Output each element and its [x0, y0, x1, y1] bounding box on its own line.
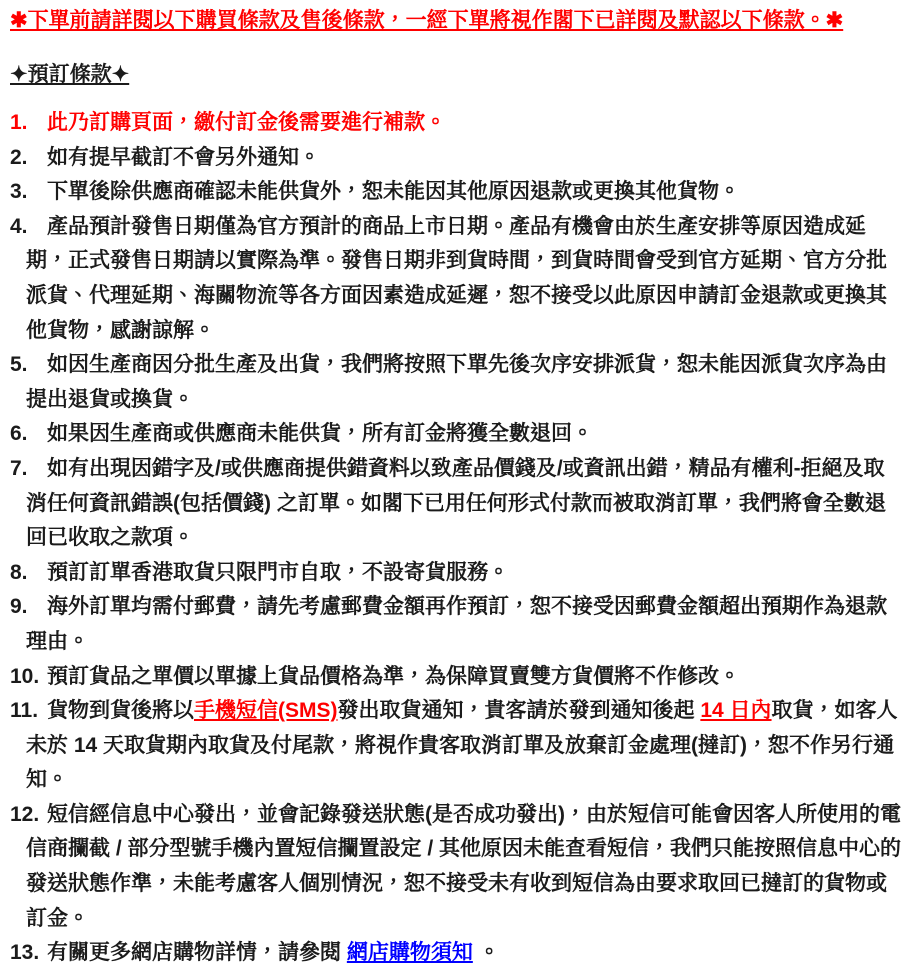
term-text: 預訂訂單香港取貨只限門市自取，不設寄貨服務。 — [47, 560, 509, 584]
emphasis-red-text: 手機短信(SMS) — [194, 699, 338, 723]
term-number: 5. — [10, 353, 28, 377]
term-text: 產品預計發售日期僅為官方預計的商品上市日期。產品有機會由於生產安排等原因造成延期，正式發售日期請以實際為準。發售日期非到貨時間，到貨時間會受到官方延期、官方分批派貨、代理延期、海關物流等各方面因素造成延遲，恕不接受以此原因申請訂金退款或更換其他貨物，感謝諒解。 — [26, 214, 887, 342]
term-number: 9. — [10, 595, 28, 619]
term-item — [10, 694, 903, 798]
purchase-notice-header: ✱下單前請詳閱以下購買條款及售後條款，一經下單將視作閣下已詳閱及默認以下條款。✱ — [10, 9, 844, 32]
term-item — [10, 210, 903, 348]
term-text: 貨物到貨後將以 — [47, 699, 194, 723]
term-text: 如因生產商因分批生產及出貨，我們將按照下單先後次序安排派貨，恕未能因派貨次序為由提出退貨或換貨。 — [26, 353, 887, 411]
term-text: 如有提早截訂不會另外通知。 — [47, 145, 320, 169]
term-item — [10, 417, 903, 452]
term-number: 2. — [10, 145, 28, 169]
term-text: 有關更多網店購物詳情，請參閱 — [47, 941, 347, 965]
term-item — [10, 452, 903, 556]
term-text: 短信經信息中心發出，並會記錄發送狀態(是否成功發出)，由於短信可能會因客人所使用的電信商攔截 / 部分型號手機內置短信攔置設定 / 其他原因未能查看短信，我們只能按照信息中心的發送狀態作準，未能考慮客人個別情況，恕不接受未有收到短信為由要求取回已撻訂的貨物或訂金。 — [26, 802, 902, 930]
section-title: ✦預訂條款✦ — [10, 63, 130, 86]
term-number: 1. — [10, 111, 28, 134]
term-item — [10, 141, 903, 176]
term-number: 10. — [10, 664, 40, 688]
term-text: 預訂貨品之單價以單據上貨品價格為準，為保障買賣雙方貨價將不作修改。 — [47, 664, 740, 688]
term-item — [10, 175, 903, 210]
term-text: 如果因生產商或供應商未能供貨，所有訂金將獲全數退回。 — [47, 422, 593, 446]
terms-list — [10, 106, 903, 971]
term-number: 8. — [10, 560, 28, 584]
term-item — [10, 798, 903, 936]
term-number: 11. — [10, 699, 39, 723]
term-text: 。 — [472, 941, 500, 965]
term-number: 3. — [10, 180, 28, 204]
term-text: 此乃訂購頁面，繳付訂金後需要進行補款。 — [47, 111, 446, 134]
term-item — [10, 936, 903, 971]
term-number: 4. — [10, 214, 28, 238]
term-number: 13. — [10, 941, 40, 965]
term-number: 7. — [10, 456, 28, 480]
term-text: 取貨，如客人未於 14 天取貨期內取貨及付尾款，將視作貴客取消訂單及放棄訂金處理(撻訂)，恕不作另行通知。 — [26, 699, 898, 792]
term-text: 如有出現因錯字及/或供應商提供錯資料以致產品價錢及/或資訊出錯，精品有權利-拒絕及取消任何資訊錯誤(包括價錢) 之訂單。如閣下已用任何形式付款而被取消訂單，我們將會全數退回已收取之款項。 — [26, 456, 886, 550]
term-number: 12. — [10, 802, 40, 826]
term-text: 海外訂單均需付郵費，請先考慮郵費金額再作預訂，恕不接受因郵費金額超出預期作為退款理由。 — [26, 595, 887, 653]
term-number: 6. — [10, 422, 28, 446]
store-shopping-guide-link[interactable]: 網店購物須知 — [346, 941, 473, 965]
term-item — [10, 348, 903, 417]
term-text: 下單後除供應商確認未能供貨外，恕未能因其他原因退款或更換其他貨物。 — [47, 180, 740, 204]
term-item — [10, 556, 903, 591]
term-item — [10, 106, 903, 141]
term-item — [10, 660, 903, 695]
term-text: 發出取貨通知，貴客請於發到通知後起 — [337, 699, 701, 723]
term-item — [10, 590, 903, 659]
emphasis-red-text: 14 日內 — [700, 699, 772, 723]
